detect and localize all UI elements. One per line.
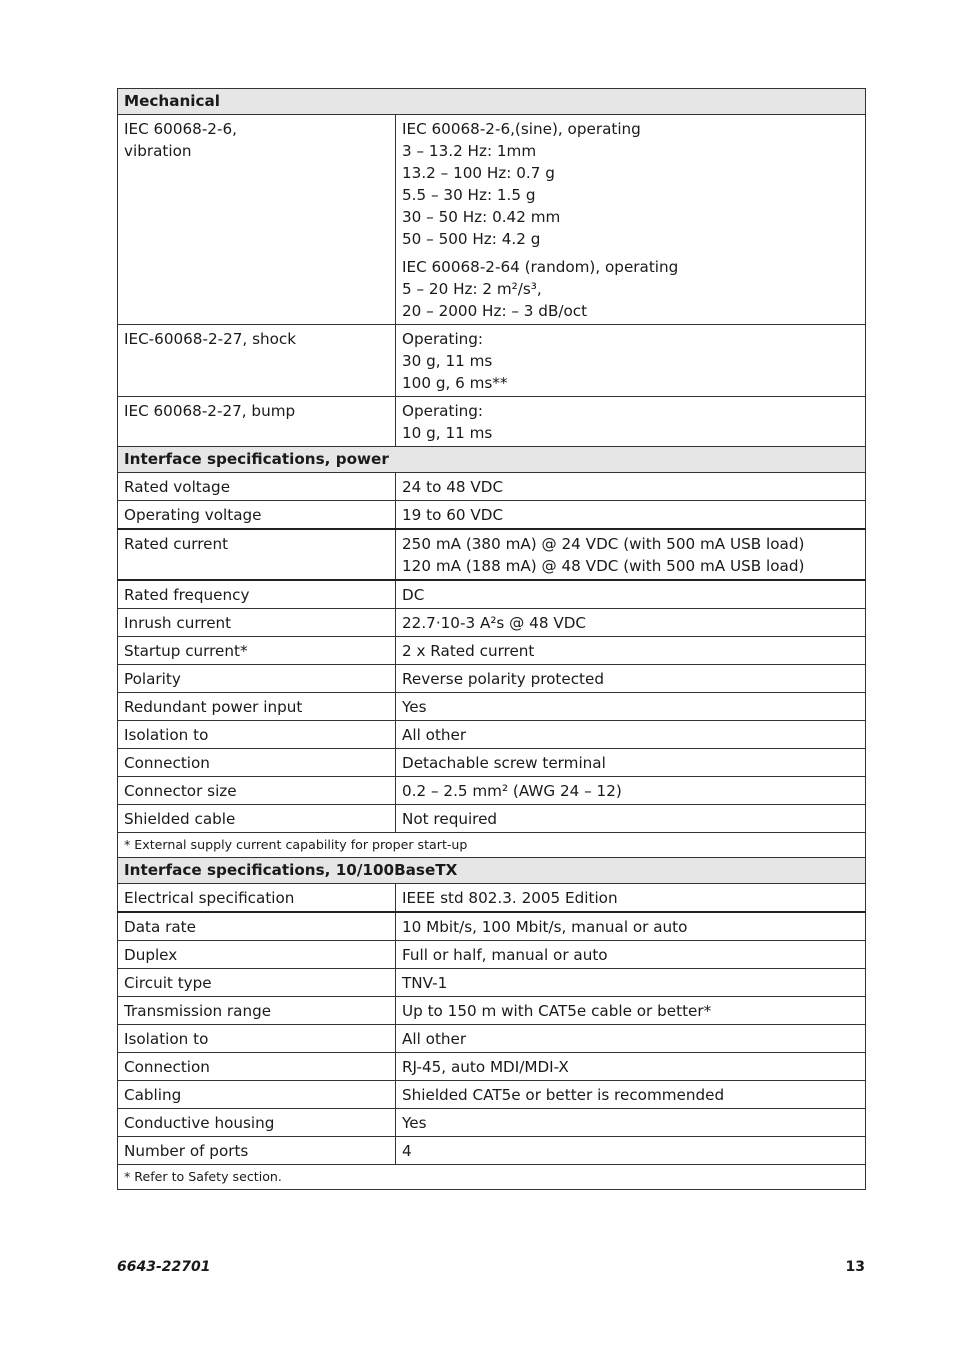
table-row (118, 529, 866, 580)
spec-table (117, 88, 866, 1190)
row-label: Startup current* (118, 637, 396, 665)
section-title-ethernet: Interface specifications, 10/100BaseTX (118, 858, 866, 884)
table-row (118, 997, 866, 1025)
table-row (118, 1137, 866, 1165)
row-value: 24 to 48 VDC (396, 473, 866, 501)
document-number: 6643-22701 (117, 1259, 211, 1275)
row-label: Redundant power input (118, 693, 396, 721)
row-value: Up to 150 m with CAT5e cable or better* (396, 997, 866, 1025)
value-line: 30 – 50 Hz: 0.42 mm (402, 208, 561, 226)
table-row (118, 637, 866, 665)
value-line: 10 g, 11 ms (402, 424, 493, 442)
section-title-power: Interface specifications, power (118, 447, 866, 473)
row-value: 19 to 60 VDC (396, 501, 866, 530)
row-value: Yes (396, 1109, 866, 1137)
row-label: Connector size (118, 777, 396, 805)
row-label (118, 115, 396, 325)
table-row (118, 721, 866, 749)
table-row (118, 693, 866, 721)
row-value: Shielded CAT5e or better is recommended (396, 1081, 866, 1109)
row-value: DC (396, 580, 866, 609)
table-row (118, 609, 866, 637)
row-label: Rated current (118, 529, 396, 580)
value-line: 5 – 20 Hz: 2 m²/s³, (402, 280, 542, 298)
table-row (118, 501, 866, 530)
page-number: 13 (845, 1259, 865, 1275)
row-label: Transmission range (118, 997, 396, 1025)
row-value: Yes (396, 693, 866, 721)
value-line: IEC 60068-2-64 (random), operating (402, 258, 679, 276)
section-title-mechanical: Mechanical (118, 89, 866, 115)
value-line: 3 – 13.2 Hz: 1mm (402, 142, 537, 160)
row-label: Electrical specification (118, 884, 396, 913)
row-label: Circuit type (118, 969, 396, 997)
row-value: Not required (396, 805, 866, 833)
table-row (118, 1109, 866, 1137)
row-label: Data rate (118, 912, 396, 941)
row-value: All other (396, 1025, 866, 1053)
row-value: TNV-1 (396, 969, 866, 997)
row-label: Connection (118, 1053, 396, 1081)
row-value: IEEE std 802.3. 2005 Edition (396, 884, 866, 913)
table-row (118, 1081, 866, 1109)
row-value: 2 x Rated current (396, 637, 866, 665)
row-value: 10 Mbit/s, 100 Mbit/s, manual or auto (396, 912, 866, 941)
value-line: 120 mA (188 mA) @ 48 VDC (with 500 mA USB load) (402, 557, 805, 575)
footnote-power: * External supply current capability for proper start-up (118, 833, 866, 858)
row-value: Detachable screw terminal (396, 749, 866, 777)
table-row (118, 969, 866, 997)
value-line: 20 – 2000 Hz: – 3 dB/oct (402, 302, 588, 320)
section-header (118, 89, 866, 115)
row-label: IEC-60068-2-27, shock (118, 325, 396, 397)
table-row (118, 1053, 866, 1081)
row-label: Isolation to (118, 1025, 396, 1053)
table-row (118, 473, 866, 501)
row-label: Cabling (118, 1081, 396, 1109)
section-header (118, 447, 866, 473)
value-line: IEC 60068-2-6,(sine), operating (402, 120, 641, 138)
table-row (118, 749, 866, 777)
table-row (118, 115, 866, 325)
table-row (118, 325, 866, 397)
value-line: 30 g, 11 ms (402, 352, 493, 370)
value-line: 250 mA (380 mA) @ 24 VDC (with 500 mA USB load) (402, 535, 805, 553)
value-line: Operating: (402, 402, 484, 420)
table-row (118, 580, 866, 609)
value-line: 13.2 – 100 Hz: 0.7 g (402, 164, 555, 182)
table-row (118, 397, 866, 447)
row-label: Isolation to (118, 721, 396, 749)
table-row (118, 1025, 866, 1053)
row-value: 0.2 – 2.5 mm² (AWG 24 – 12) (396, 777, 866, 805)
table-row (118, 777, 866, 805)
row-value (396, 325, 866, 397)
table-row (118, 884, 866, 913)
footnote-row (118, 833, 866, 858)
row-label: Shielded cable (118, 805, 396, 833)
footnote-ethernet: * Refer to Safety section. (118, 1165, 866, 1190)
footnote-row (118, 1165, 866, 1190)
table-row (118, 805, 866, 833)
row-label: Inrush current (118, 609, 396, 637)
value-line: 5.5 – 30 Hz: 1.5 g (402, 186, 536, 204)
row-value: RJ-45, auto MDI/MDI-X (396, 1053, 866, 1081)
row-value: All other (396, 721, 866, 749)
value-line: 50 – 500 Hz: 4.2 g (402, 230, 541, 248)
section-header (118, 858, 866, 884)
row-label: Connection (118, 749, 396, 777)
row-label: IEC 60068-2-27, bump (118, 397, 396, 447)
row-value: 4 (396, 1137, 866, 1165)
row-label: Conductive housing (118, 1109, 396, 1137)
value-line: 100 g, 6 ms** (402, 374, 508, 392)
row-value (396, 529, 866, 580)
vibration-label-line: IEC 60068-2-6, (124, 120, 237, 138)
row-value (396, 397, 866, 447)
row-label: Operating voltage (118, 501, 396, 530)
row-label: Polarity (118, 665, 396, 693)
table-row (118, 665, 866, 693)
table-row (118, 912, 866, 941)
row-value: 22.7·10-3 A²s @ 48 VDC (396, 609, 866, 637)
row-label: Duplex (118, 941, 396, 969)
value-line: Operating: (402, 330, 484, 348)
vibration-label-line: vibration (124, 142, 192, 160)
table-row (118, 941, 866, 969)
row-label: Number of ports (118, 1137, 396, 1165)
row-value (396, 115, 866, 325)
row-value: Reverse polarity protected (396, 665, 866, 693)
row-value: Full or half, manual or auto (396, 941, 866, 969)
row-label: Rated frequency (118, 580, 396, 609)
row-label: Rated voltage (118, 473, 396, 501)
